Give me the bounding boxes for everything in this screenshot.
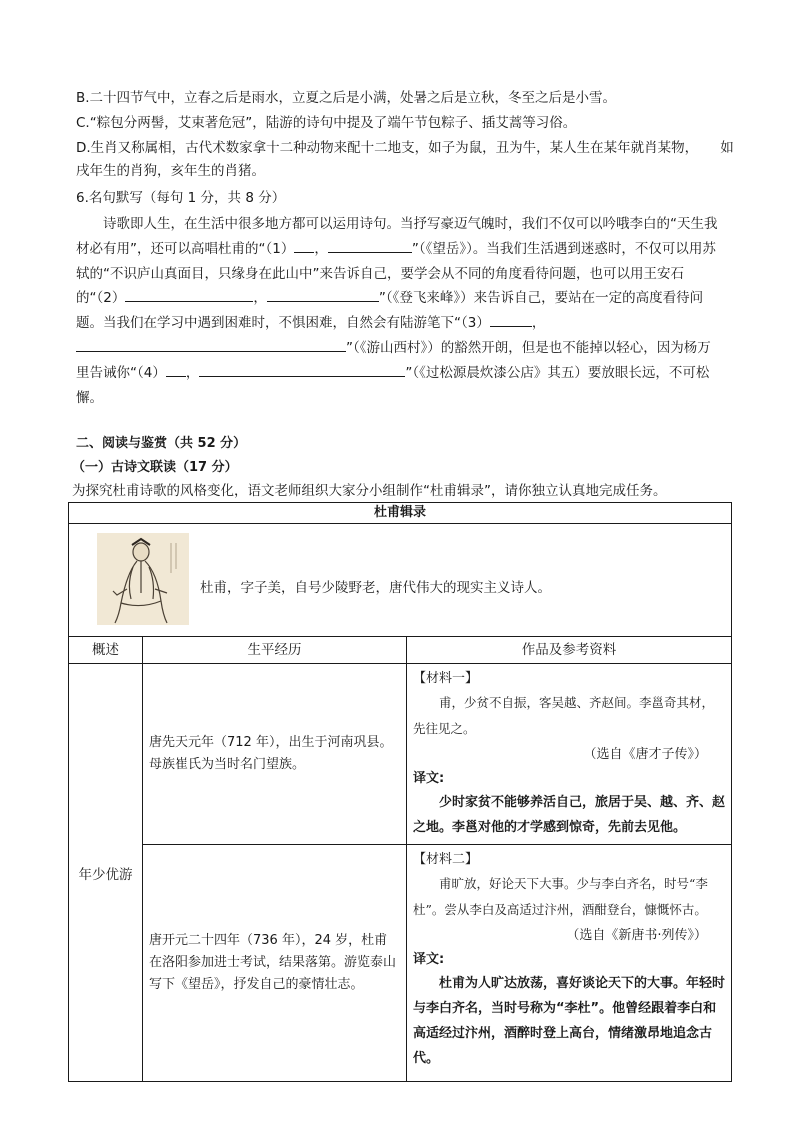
life-row-1: 唐先天元年（712 年），出生于河南巩县。母族崔氏为当时名门望族。 [143, 664, 407, 845]
material-2-tr-label: 译文: [413, 952, 445, 967]
material-1-classic: 甫，少贫不自振，客吴越、齐赵间。李邕奇其材，先往见之。 [413, 695, 715, 736]
option-b: B.二十四节气中，立春之后是雨水，立夏之后是小满，处暑之后是立秋，冬至之后是小雪。 [76, 90, 617, 106]
blank-1a[interactable] [294, 238, 314, 253]
option-d-line2: 戌年生的肖狗，亥年生的肖猪。 [76, 163, 265, 179]
material-1-tr-label: 译文: [413, 771, 445, 786]
blank-3b[interactable] [76, 337, 346, 352]
blank-4b[interactable] [199, 362, 405, 377]
dufu-portrait [97, 533, 189, 625]
material-2-translation: 杜甫为人旷达放荡，喜好谈论天下的大事。年轻时与李白齐名，当时号称为“李杜”。他曾经跟着李白和高适经过汴州，酒醉时登上高台，情绪激昂地追念古代。 [413, 976, 726, 1066]
material-1 [407, 664, 732, 845]
material-1-tag: 【材料一】 [413, 671, 479, 686]
option-d-line1 [76, 138, 734, 158]
blank-2a[interactable] [125, 287, 253, 302]
header-life: 生平经历 [143, 637, 407, 664]
table-title: 杜甫辑录 [69, 503, 732, 524]
section2-subheading: （一）古诗文联读（17 分） [72, 460, 238, 475]
q6-paragraph: 诗歌即人生，在生活中很多地方都可以运用诗句。当抒写豪迈气魄时，我们不仅可以吟哦李白的“天生我材必有用”，还可以高唱杜甫的“（1） ， ”（《望岳》）。当我们生活遇到迷惑时，不仅可以用苏轼的“不识庐山真面目，只缘身在此山中”来告诉自己，要学会从不同的角度看待问题，也可以用王安石的“（2） ， ”（《登飞来峰》）来告诉自己，要站在一定的高度看待问题。当我们在学习中遇到困难时，不惧困难，自然会有陆游笔下“（3） ，”（《游山西村》）的豁然开朗，但是也不能掉以轻心，因为杨万里告诫你“（4） ， ”（《过松源晨炊漆公店》其五）要放眼长远，不可松懈。 [76, 216, 718, 406]
section2-heading: 二、阅读与鉴赏（共 52 分） [76, 436, 247, 451]
material-2-source: （选自《新唐书·列传》） [566, 928, 707, 943]
life-row-2: 唐开元二十四年（736 年），24 岁，杜甫在洛阳参加进士考试，结果落第。游览泰山写下《望岳》，抒发自己的豪情壮志。 [143, 845, 407, 1082]
option-d-text: D.生肖又称属相，古代术数家拿十二种动物来配十二地支，如子为鼠，丑为牛，某人生在某年就肖某物， [76, 140, 699, 156]
option-c: C.“粽包分两髻，艾束著危冠”，陆游的诗句中提及了端午节包粽子、插艾蒿等习俗。 [76, 115, 577, 131]
blank-3a[interactable] [490, 312, 532, 327]
header-overview: 概述 [69, 637, 143, 664]
blank-4a[interactable] [166, 362, 186, 377]
dufu-intro: 杜甫，字子美，自号少陵野老，唐代伟大的现实主义诗人。 [200, 580, 551, 596]
period-label: 年少优游 [69, 664, 143, 1082]
blank-2b[interactable] [267, 287, 379, 302]
intro-cell [69, 524, 732, 637]
option-d-tail: 如 [720, 140, 734, 156]
section2-intro: 为探究杜甫诗歌的风格变化，语文老师组织大家分小组制作“杜甫辑录”，请你独立认真地完成任务。 [72, 483, 667, 499]
material-2-classic: 甫旷放，好论天下大事。少与李白齐名，时号“李杜”。尝从李白及高适过汴州，酒酣登台，慷慨怀古。 [413, 876, 708, 917]
material-1-source: （选自《唐才子传》） [583, 747, 707, 762]
dufu-table [68, 502, 732, 1082]
material-1-translation: 少时家贫不能够养活自己，旅居于吴、越、齐、赵之地。李邕对他的才学感到惊奇，先前去见他。 [413, 795, 726, 835]
material-2 [407, 845, 732, 1082]
blank-1b[interactable] [328, 238, 412, 253]
header-works: 作品及参考资料 [407, 637, 732, 664]
material-2-tag: 【材料二】 [413, 852, 479, 867]
q6-heading: 6.名句默写（每句 1 分，共 8 分） [76, 190, 286, 206]
